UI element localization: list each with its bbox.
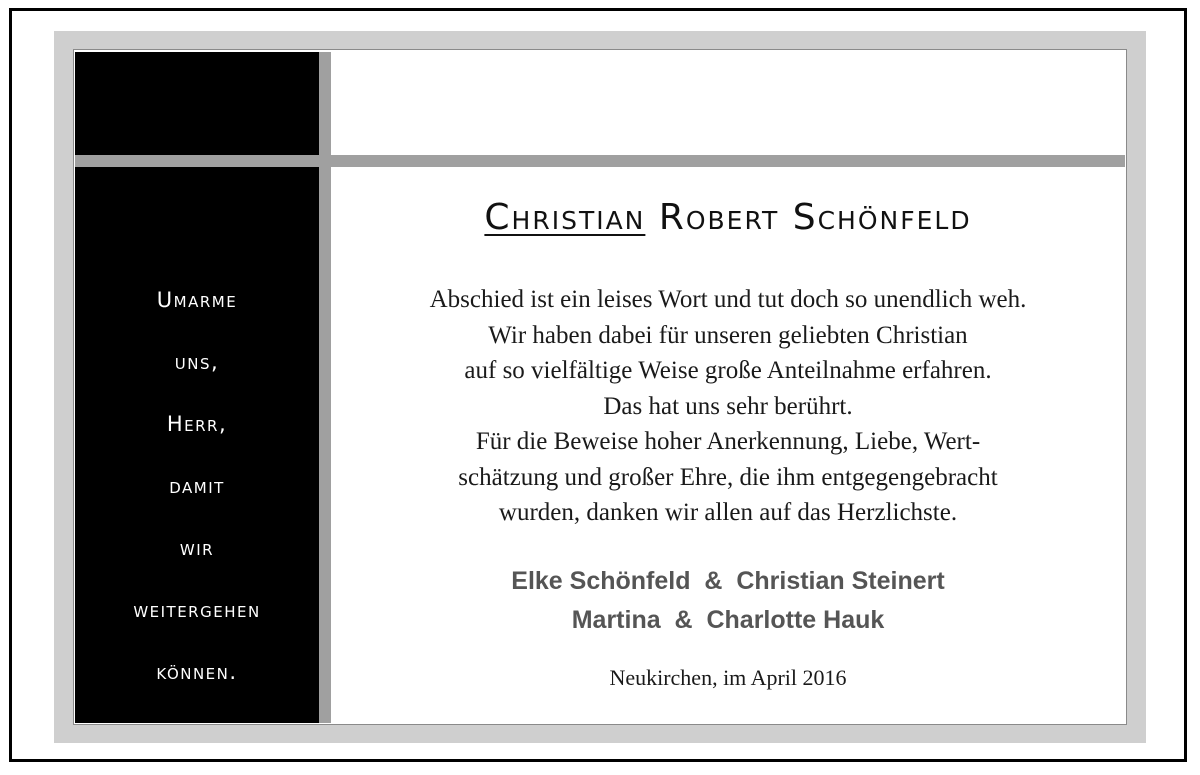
signers-block bbox=[331, 562, 1125, 640]
signer-line: Martina & Charlotte Hauk bbox=[571, 606, 885, 634]
thank-you-message bbox=[331, 282, 1125, 531]
verse-line: können. bbox=[156, 660, 238, 684]
message-line: Wir haben dabei für unseren geliebten Christian bbox=[488, 321, 968, 349]
message-line: Das hat uns sehr berührt. bbox=[603, 392, 853, 420]
message-line: schätzung und großer Ehre, die ihm entgegengebracht bbox=[458, 463, 998, 491]
deceased-name bbox=[331, 197, 1125, 238]
cross-horizontal-bar bbox=[75, 155, 1125, 167]
verse-line: wir bbox=[179, 536, 215, 560]
notice-content bbox=[331, 167, 1125, 723]
deceased-rest-name: Robert Schönfeld bbox=[658, 197, 972, 238]
verse-list bbox=[75, 280, 319, 714]
message-line: auf so vielfältige Weise große Anteilnahme erfahren. bbox=[464, 357, 992, 384]
verse-line: Herr, bbox=[166, 412, 228, 436]
verse-line: Umarme bbox=[156, 288, 238, 312]
verse-line: weitergehen bbox=[133, 598, 261, 622]
verse-line: uns, bbox=[174, 350, 220, 374]
message-line: Abschied ist ein leises Wort und tut doch so unendlich weh. bbox=[429, 286, 1027, 313]
message-line: wurden, danken wir allen auf das Herzlichste. bbox=[498, 499, 958, 526]
verse-line: damit bbox=[169, 474, 225, 498]
cross-vertical-bar bbox=[319, 52, 331, 723]
place-date: Neukirchen, im April 2016 bbox=[609, 665, 847, 690]
signer-line: Elke Schönfeld & Christian Steinert bbox=[511, 567, 945, 595]
message-line: Für die Beweise hoher Anerkennung, Liebe, Wert- bbox=[475, 428, 981, 455]
deceased-first-name: Christian bbox=[484, 197, 646, 238]
